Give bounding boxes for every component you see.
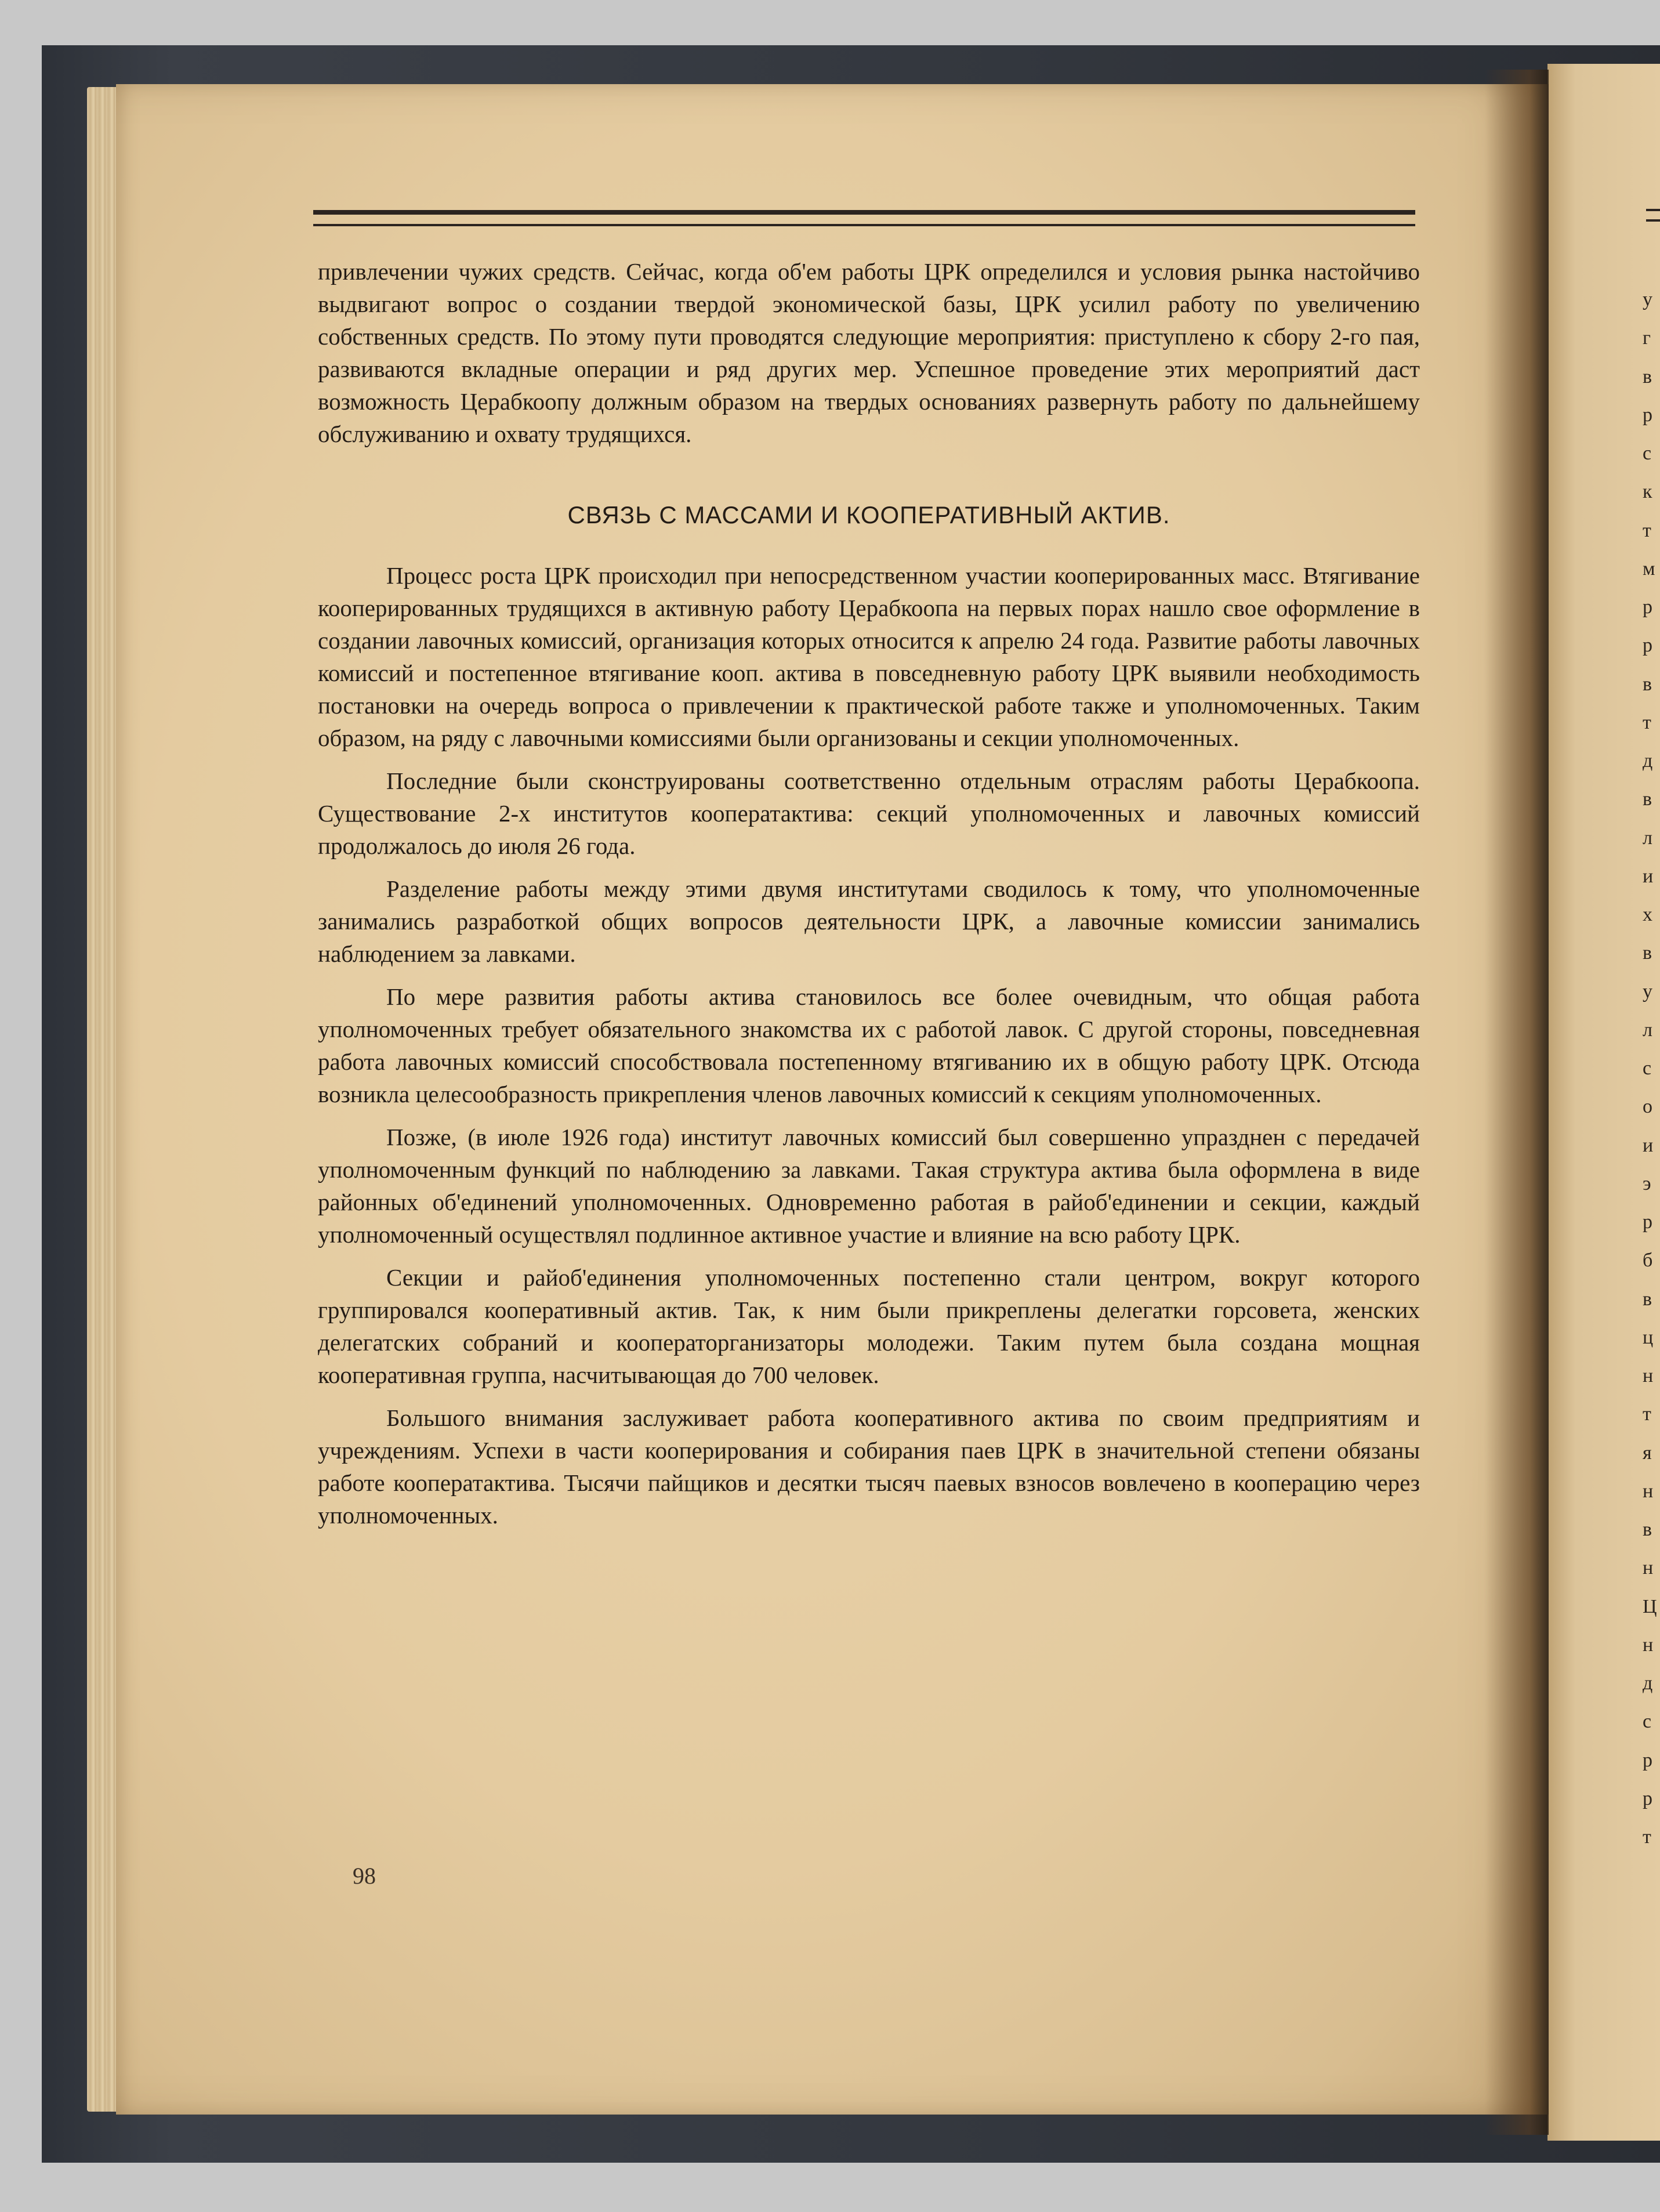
paragraph: Большого внимания заслуживает работа кооперативного актива по своим предприятиям и учреждениям. Успехи в части кооперирования и собирания паев ЦРК в значительной степени обязаны работе кооператактива. Тысячи пайщиков и десятки тысяч паевых взносов вовлечено в кооперацию через уполномоченных. — [318, 1404, 1420, 1529]
next-page-fragment: э — [1643, 1173, 1651, 1194]
next-page-fragment: н — [1643, 1365, 1654, 1386]
section-heading: СВЯЗЬ С МАССАМИ И КООПЕРАТИВНЫЙ АКТИВ. — [567, 501, 1170, 528]
next-page-fragment: д — [1643, 750, 1653, 772]
next-page-fragment: г — [1643, 327, 1651, 349]
next-page-fragment: р — [1643, 1750, 1652, 1771]
header-rule-thin — [313, 224, 1415, 226]
next-page-fragment: х — [1643, 904, 1652, 925]
next-page-fragment: т — [1643, 520, 1651, 541]
next-page-fragment: о — [1643, 1096, 1652, 1117]
opening-paragraph: привлечении чужих средств. Сейчас, когда об'ем работы ЦРК определился и условия рынка настойчиво выдвигают вопрос о создании твердой экономической базы, ЦРК усилил работу по увеличению собственных средств. По этому пути проводятся следующие мероприятия: приступлено к сбору 2-го пая, развиваются вкладные операции и ряд других мер. Успешное проведение этих мероприятий даст возможность Церабкоопу должным образом на твердых основаниях развернуть работу по дальнейшему обслуживанию и охвату трудящихся. — [318, 258, 1420, 447]
paragraph: По мере развития работы актива становилось все более очевидным, что общая работа уполномоченных требует обязательного знакомства их с работой лавок. С другой стороны, повседневная работа лавочных комиссий способствовала постепенному втягиванию их в общую работу ЦРК. Отсюда возникла целесообразность прикрепления членов лавочных комиссий к секциям уполномоченных. — [318, 983, 1420, 1107]
next-page-fragment: с — [1643, 1058, 1652, 1079]
next-page-fragment: н — [1643, 1634, 1654, 1656]
text-column — [318, 255, 1420, 1542]
next-page-fragment: р — [1643, 596, 1652, 618]
next-page-fragment: и — [1643, 866, 1654, 887]
next-page-fragment: у — [1643, 289, 1652, 310]
next-page-fragment: т — [1643, 712, 1651, 733]
page-gutter-shadow — [1485, 70, 1549, 2135]
next-page-fragment: и — [1643, 1135, 1654, 1156]
next-page-fragment: р — [1643, 1788, 1652, 1809]
next-page-fragment: в — [1643, 674, 1652, 695]
next-page-fragment: в — [1643, 366, 1652, 388]
header-rule-thick — [313, 210, 1415, 215]
next-page-fragment: к — [1643, 481, 1652, 502]
paragraph: Последние были сконструированы соответственно отдельным отраслям работы Церабкоопа. Существование 2-х институтов кооператактива: секций уполномоченных и лавочных комиссий продолжалось до июля 26 года. — [318, 767, 1420, 859]
next-page-fragment: у — [1643, 981, 1652, 1002]
next-page-fragment: л — [1643, 827, 1652, 849]
paragraph: Секции и райоб'единения уполномоченных постепенно стали центром, вокруг которого группировался кооперативный актив. Так, к ним были прикреплены делегатки горсовета, женских делегатских собраний и кооператорганизаторы молодежи. Таким путем была создана мощная кооперативная группа, насчитывающая до 700 человек. — [318, 1264, 1420, 1388]
paragraph: Позже, (в июле 1926 года) институт лавочных комиссий был совершенно упразднен с передачей уполномоченным функций по наблюдению за лавками. Такая структура актива была оформлена в виде районных об'единений уполномоченных. Одновременно работая в райоб'единении и секции, каждый уполномоченный осуществлял подлинное активное участие и влияние на всю работу ЦРК. — [318, 1124, 1420, 1248]
page-number: 98 — [353, 1863, 376, 1889]
next-page-fragment: б — [1643, 1250, 1653, 1271]
next-page-fragment: р — [1643, 404, 1652, 426]
next-page-fragment: в — [1643, 788, 1652, 810]
next-page-fragment: р — [1643, 1211, 1652, 1233]
next-page-fragment: в — [1643, 1288, 1652, 1310]
next-page-fragment: р — [1643, 635, 1652, 656]
paragraph: Разделение работы между этими двумя институтами сводилось к тому, что уполномоченные занимались разработкой общих вопросов деятельности ЦРК, а лавочные комиссии занимались наблюдением за лавками. — [318, 875, 1420, 967]
next-page-header-rule — [1646, 209, 1660, 222]
next-page-fragment: д — [1643, 1672, 1653, 1694]
next-page-fragment: н — [1643, 1480, 1654, 1502]
next-page-fragment: с — [1643, 443, 1652, 464]
next-page-fragment: с — [1643, 1711, 1652, 1732]
next-page-fragment: т — [1643, 1403, 1651, 1425]
next-page-fragment: я — [1643, 1442, 1652, 1464]
next-page-fragment: в — [1643, 1519, 1652, 1540]
next-page-fragment: н — [1643, 1557, 1654, 1579]
next-page-fragment: м — [1643, 558, 1655, 580]
next-page-fragment: л — [1643, 1019, 1652, 1041]
next-page-fragment: ц — [1643, 1327, 1654, 1348]
paragraph: Процесс роста ЦРК происходил при непосредственном участии кооперированных масс. Втягивание кооперированных трудящихся в активную работу Церабкоопа на первых порах нашло свое оформление в создании лавочных комиссий, организация которых относится к апрелю 24 года. Развитие работы лавочных комиссий и постепенное втягивание кооп. актива в повседневную работу ЦРК выявили необходимость постановки на очередь вопроса о привлечении к практической работе также и уполномоченных. Таким образом, на ряду с лавочными комиссиями были организованы и секции уполномоченных. — [318, 562, 1420, 751]
next-page-fragment: в — [1643, 942, 1652, 964]
next-page-fragment: Ц — [1643, 1596, 1657, 1617]
next-page-fragment: т — [1643, 1826, 1651, 1848]
